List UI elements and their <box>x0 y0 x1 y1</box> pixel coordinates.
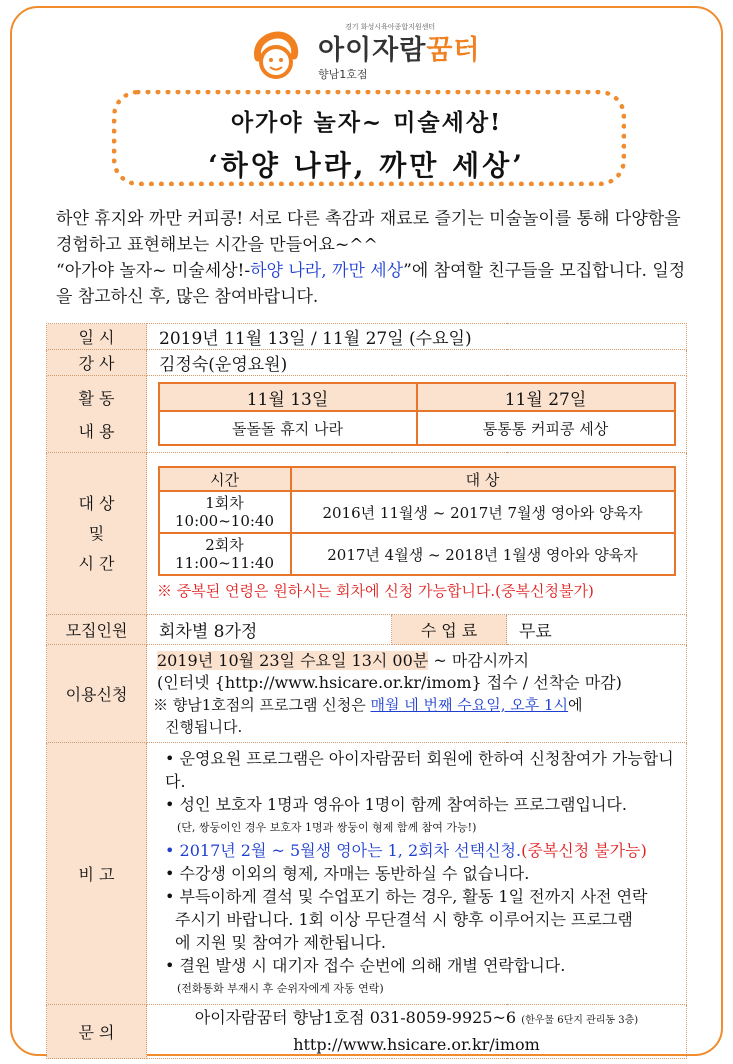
session-name-2: 2회차 <box>205 536 244 554</box>
session-target-2: 2017년 4월생 ~ 2018년 1월생 영아와 양육자 <box>291 533 675 575</box>
target-note: ※ 중복된 연령은 원하시는 회차에 신청 가능합니다.(중복신청불가) <box>157 582 594 600</box>
remarks-label: 비 고 <box>47 743 147 1005</box>
remarks-cell <box>147 743 687 1005</box>
logo-branch: 향남1호점 <box>318 68 368 81</box>
logo-title-part1: 아이자람 <box>318 35 427 66</box>
apply-note-end: 에 <box>568 695 583 714</box>
activity-cell <box>147 376 687 453</box>
recruit-label: 모집인원 <box>47 615 147 645</box>
remark-2: • 성인 보호자 1명과 영유아 1명이 함께 참여하는 프로그램입니다. <box>165 795 627 814</box>
contact-label: 문 의 <box>47 1005 147 1059</box>
apply-schedule-link[interactable]: 매월 네 번째 수요일, 오후 1시 <box>370 695 569 714</box>
remark-5b: 주시기 바랍니다. 1회 이상 무단결석 시 향후 이루어지는 프로그램 <box>175 910 633 929</box>
target-label <box>47 453 147 615</box>
date-value: 2019년 11월 13일 / 11월 27일 (수요일) <box>147 324 687 350</box>
apply-deadline-suffix: ~ 마감시까지 <box>428 650 530 670</box>
activity-table <box>158 382 676 446</box>
remark-6-sub: (전화통화 부재시 후 순위자에게 자동 연락) <box>177 982 384 995</box>
remark-1: • 운영요원 프로그램은 아이자람꿈터 회원에 한하여 신청참여가 가능합니다. <box>165 749 674 791</box>
title-line-1: 아가야 놀자~ 미술세상! <box>230 109 503 136</box>
session-name-1: 1회차 <box>205 494 244 512</box>
apply-label: 이용신청 <box>47 645 147 743</box>
remark-2-sub: (단, 쌍둥이인 경우 보호자 1명과 쌍둥이 형제 함께 참여 가능!) <box>177 821 477 834</box>
session-hours-2: 11:00~11:40 <box>174 554 275 572</box>
remark-3-red: (중복신청 불가능) <box>521 841 647 860</box>
intro-p2-start: “아가야 놀자~ 미술세상!- <box>56 261 251 281</box>
activity-date-1: 11월 13일 <box>159 383 417 411</box>
logo-child-face-icon <box>250 30 302 82</box>
activity-label <box>47 376 147 453</box>
info-table <box>46 323 687 1059</box>
session-time-2 <box>159 533 291 575</box>
intro-paragraph-1: 하얀 휴지와 까만 커피콩! 서로 다른 촉감과 재료로 즐기는 미술놀이를 통해 다양함을 경험하고 표현해보는 시간을 만들어요~^^ <box>56 209 681 255</box>
date-label: 일 시 <box>47 324 147 350</box>
remark-3-blue: • 2017년 2월 ~ 5월생 영아는 1, 2회차 선택신청. <box>165 841 522 860</box>
session-table <box>158 466 676 576</box>
session-time-1 <box>159 491 291 533</box>
session-row <box>159 533 675 575</box>
apply-method: (인터넷 {http://www.hsicare.or.kr/imom} 접수 / 선착순 마감) <box>157 672 622 692</box>
apply-deadline: 2019년 10월 23일 수요일 13시 00분 <box>157 650 429 670</box>
activity-content-2: 통통통 커피콩 세상 <box>417 411 675 445</box>
intro-p2-program: 하양 나라, 까만 세상 <box>250 261 404 281</box>
remark-5a: • 부득이하게 결석 및 수업포기 하는 경우, 활동 1일 전까지 사전 연락 <box>165 887 648 906</box>
contact-url[interactable]: http://www.hsicare.or.kr/imom <box>293 1035 540 1054</box>
target-label-line-1: 대 상 <box>78 493 115 513</box>
logo-title <box>318 28 481 67</box>
teacher-value: 김정숙(운영요원) <box>147 350 687 376</box>
target-header: 대 상 <box>291 467 675 491</box>
remark-4: • 수강생 이외의 형제, 자매는 동반하실 수 없습니다. <box>165 864 530 883</box>
intro-text <box>56 206 688 310</box>
target-label-line-3: 시 간 <box>78 553 115 573</box>
recruit-value: 회차별 8가정 <box>147 615 392 645</box>
session-hours-1: 10:00~10:40 <box>174 512 275 530</box>
contact-line: 아이자람꿈터 향남1호점 031-8059-9925~6 <box>194 1008 517 1027</box>
contact-cell <box>147 1005 687 1059</box>
time-header: 시간 <box>159 467 291 491</box>
fee-label: 수 업 료 <box>392 615 507 645</box>
teacher-label: 강 사 <box>47 350 147 376</box>
apply-note-cont: 진행됩니다. <box>165 717 243 736</box>
remark-3 <box>165 839 678 862</box>
activity-label-line-1: 활 동 <box>78 389 115 408</box>
session-target-1: 2016년 11월생 ~ 2017년 7월생 영아와 양육자 <box>291 491 675 533</box>
intro-p2-end: ”에 참여할 친구들을 모집합니다. 일정을 참고하신 후, 많은 참여바랍니다. <box>56 261 686 307</box>
fee-value: 무료 <box>507 615 687 645</box>
session-row <box>159 491 675 533</box>
apply-cell <box>147 645 687 743</box>
target-cell <box>147 453 687 615</box>
title-line-2: ‘하양 나라, 까만 세상’ <box>208 149 525 182</box>
remark-6: • 결원 발생 시 대기자 접수 순번에 의해 개별 연락합니다. <box>165 956 566 975</box>
logo-center-name: 경기 화성시육아종합지원센터 <box>345 23 436 31</box>
target-label-line-2: 및 <box>88 523 105 543</box>
activity-date-2: 11월 27일 <box>417 383 675 411</box>
remark-5c: 에 지원 및 참여가 제한됩니다. <box>175 933 386 952</box>
intro-paragraph-2 <box>56 258 688 310</box>
logo-title-part2: 꿈터 <box>426 35 481 66</box>
apply-note-start: ※ 향남1호점의 프로그램 신청은 <box>153 695 371 714</box>
activity-content-1: 돌돌돌 휴지 나라 <box>159 411 417 445</box>
activity-label-line-2: 내 용 <box>78 422 115 441</box>
contact-address: (한우물 6단지 관리동 3층) <box>521 1015 639 1026</box>
